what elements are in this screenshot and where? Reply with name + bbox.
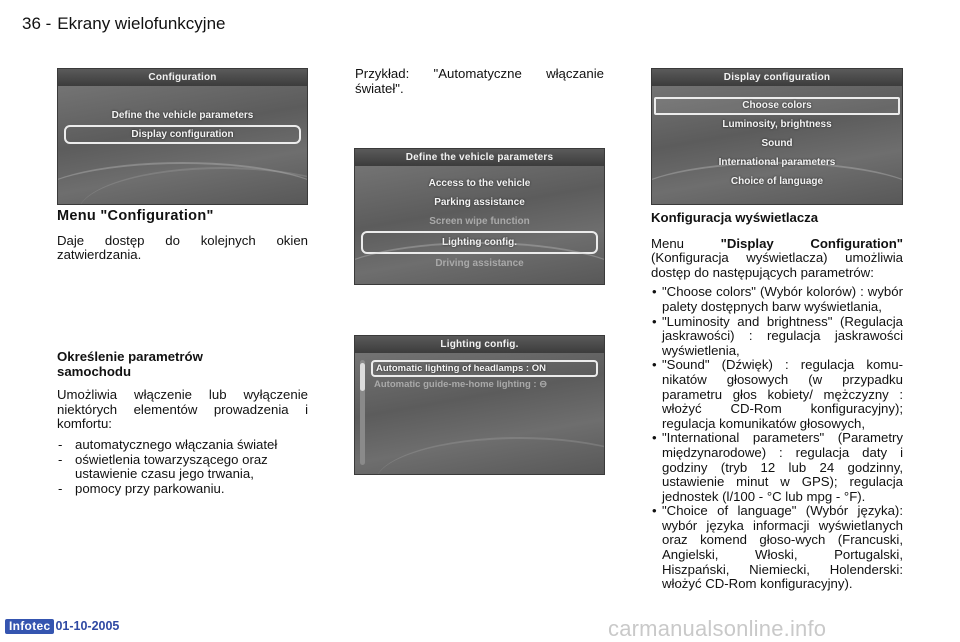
page-number: 36 - (22, 14, 52, 33)
list-item: - pomocy przy parkowaniu. (58, 480, 225, 496)
section-intro: Umożliwia włączenie lub wyłączenie niektórych elementów prowadzenia i komfortu: (57, 387, 308, 432)
screen-title: Configuration (58, 69, 307, 86)
screen-title: Lighting config. (355, 336, 604, 353)
menu-item-lighting[interactable]: Lighting config. (361, 231, 598, 254)
menu-item-display-config[interactable]: Display configuration (64, 125, 301, 144)
menu-item-international[interactable]: International parameters (718, 157, 836, 168)
menu-item-screen-wipe: Screen wipe function (429, 216, 530, 227)
menu-item-language[interactable]: Choice of language (730, 176, 824, 187)
page-header (22, 14, 226, 34)
list-item: • "Choice of language" (Wybór języka): wybór języka informacji wyświetlanych oraz komend głoso-wych (Francuski, Angielski, Włoski, Portugalski, Hiszpański, Niemiecki, Holenderski: włożyć CD-Rom konfiguracyjny). (652, 503, 903, 592)
screen-lighting-config (354, 335, 605, 475)
screen-display-config (651, 68, 903, 205)
list-item: • "Choose colors" (Wybór kolorów) : wybór palety dostępnych barw wyświetlania, (652, 284, 903, 314)
example-caption: Przykład: "Automatyczne włączanie świateł". (355, 66, 604, 96)
section-heading: Konfiguracja wyświetlacza (651, 210, 819, 225)
scrollbar-thumb[interactable] (360, 363, 365, 391)
scrollbar[interactable] (360, 360, 365, 465)
list-item: • "Luminosity and brightness" (Regulacja jaskrawości) : regulacja jaskrawości wyświetlenia, (652, 313, 903, 358)
parameter-list (651, 285, 903, 591)
menu-item-parking[interactable]: Parking assistance (434, 197, 525, 208)
list-item: - oświetlenia towarzyszącego oraz ustawienie czasu jego trwania, (58, 451, 268, 482)
list-item: - automatycznego włączania świateł (58, 436, 278, 452)
section-intro: Menu "Display Configuration" (Konfiguracja wyświetlacza) umożliwia dostęp do następujących parametrów: (651, 235, 904, 280)
display-configuration-section (651, 211, 903, 592)
infotec-logo: Infotec (5, 619, 54, 634)
section-heading: Menu "Configuration" (57, 208, 214, 224)
screen-configuration (57, 68, 308, 205)
menu-item-access[interactable]: Access to the vehicle (428, 178, 531, 189)
menu-item-luminosity[interactable]: Luminosity, brightness (722, 119, 832, 130)
screen-define-vehicle (354, 148, 605, 285)
menu-item-driving-assist[interactable]: Driving assistance (435, 258, 524, 269)
footer-date: 01-10-2005 (55, 619, 120, 633)
menu-item-define-vehicle[interactable]: Define the vehicle parameters (111, 110, 254, 121)
vehicle-parameters-section (57, 350, 308, 496)
section-title: Ekrany wielofunkcyjne (57, 14, 226, 33)
screen-title: Define the vehicle parameters (355, 149, 604, 166)
section-body: Daje dostęp do kolejnych okien zatwierdzania. (57, 232, 308, 263)
menu-configuration-section (57, 209, 308, 263)
parameter-list (57, 438, 308, 496)
list-item: • "Sound" (Dźwięk) : regulacja komu-nikatów głosowych (w przypadku parametru głos kobiety/ mężczyzny : włożyć CD-Rom konfiguracyjny); regulacja komunikatów głosowych, (652, 357, 903, 431)
menu-item-sound[interactable]: Sound (761, 138, 793, 149)
footer (5, 619, 119, 635)
screen-title: Display configuration (652, 69, 902, 86)
menu-item-choose-colors[interactable]: Choose colors (654, 97, 900, 115)
watermark: carmanualsonline.info (608, 616, 827, 641)
list-item: • "International parameters" (Parametry międzynarodowe) : regulacja daty i godziny (tryb 12 lub 24 godzinny, ustawienie minut w GPS); regulacja jednostek (l/100 - °C lub mpg - °F). (652, 430, 903, 504)
section-heading: Określenie parametrów samochodu (57, 349, 203, 379)
option-auto-headlamps[interactable]: Automatic lighting of headlamps : ON (371, 360, 598, 377)
option-guide-me-home[interactable]: Automatic guide-me-home lighting : ⊖ (374, 379, 548, 390)
